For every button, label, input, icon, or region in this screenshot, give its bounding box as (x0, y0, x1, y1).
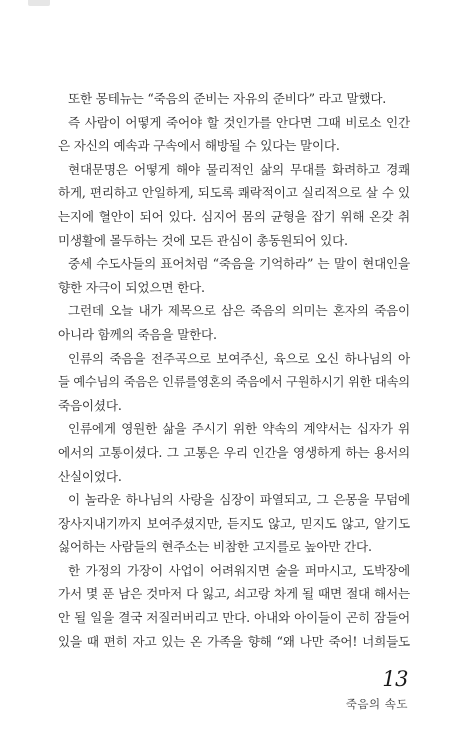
text-line: 중세 수도사들의 표어처럼 “죽음을 기억하라” 는 말이 현대인을 (68, 256, 410, 272)
text-line: 한 가정의 가장이 사업이 어려워지면 술을 퍼마시고, 도박장에 (68, 562, 410, 578)
paragraph (58, 559, 410, 653)
paragraph (58, 417, 410, 488)
page-number: 13 (382, 667, 408, 691)
paragraph (58, 111, 410, 158)
text-line: 즉 사람이 어떻게 죽어야 할 것인가를 안다면 그때 비로소 인간 (68, 114, 410, 130)
text-line: 하게, 편리하고 안일하게, 되도록 쾌락적이고 실리적으로 살 수 있 (58, 185, 410, 201)
paragraph (58, 252, 410, 299)
text-line: 있을 때 편히 자고 있는 온 가족을 향해 “왜 나만 죽어! 너희들도 (58, 633, 410, 649)
text-line: 은 자신의 예속과 구속에서 해방될 수 있다는 말이다. (58, 138, 340, 154)
text-line: 미생활에 몰두하는 것에 모든 관심이 총동원되어 있다. (58, 232, 348, 248)
text-line: 향한 자극이 되었으면 한다. (58, 279, 205, 295)
text-line: 는지에 혈안이 되어 있다. 심지어 몸의 균형을 잡기 위해 온갖 취 (58, 208, 410, 224)
paragraph (58, 488, 410, 559)
text-line: 들 예수님의 죽음은 인류를영혼의 죽음에서 구원하시기 위한 대속의 (58, 374, 410, 390)
text-line: 인류의 죽음을 전주곡으로 보여주신, 육으로 오신 하나님의 아 (68, 350, 410, 366)
text-line: 에서의 고통이셨다. 그 고통은 우리 인간을 영생하게 하는 용서의 (58, 444, 410, 460)
paragraph (58, 299, 410, 346)
page-footer (346, 668, 408, 712)
text-line: 가서 몇 푼 남은 것마저 다 잃고, 쇠고랑 차게 될 때면 절대 해서는 (58, 586, 410, 602)
paragraph (58, 87, 410, 111)
text-line: 현대문명은 어떻게 해야 물리적인 삶의 무대를 화려하고 경쾌 (68, 161, 410, 177)
text-line: 인류에게 영원한 삶을 주시기 위한 약속의 계약서는 십자가 위 (68, 421, 410, 437)
paragraph (58, 347, 410, 418)
text-line: 산실이었다. (58, 468, 122, 484)
page-corner-mark (28, 0, 50, 6)
paragraph (58, 158, 410, 252)
text-line: 아니라 함께의 죽음을 말한다. (58, 326, 217, 342)
text-line: 또한 몽테뉴는 “죽음의 준비는 자유의 준비다” 라고 말했다. (68, 91, 387, 106)
text-line: 이 놀라운 하나님의 사랑을 심장이 파열되고, 그 은몽을 무덤에 (68, 492, 410, 508)
text-line: 그런데 오늘 내가 제목으로 삼은 죽음의 의미는 혼자의 죽음이 (68, 303, 410, 319)
text-line: 죽음이셨다. (58, 397, 122, 413)
body-text (58, 87, 410, 653)
running-title: 죽음의 속도 (345, 697, 408, 711)
text-line: 싫어하는 사람들의 현주소는 비참한 고지를로 높아만 간다. (58, 539, 372, 555)
text-line: 안 될 일을 결국 저질러버리고 만다. 아내와 아이들이 곤히 잠들어 (58, 610, 410, 626)
text-line: 장사지내기까지 보여주셨지만, 듣지도 않고, 믿지도 않고, 알기도 (58, 515, 410, 531)
